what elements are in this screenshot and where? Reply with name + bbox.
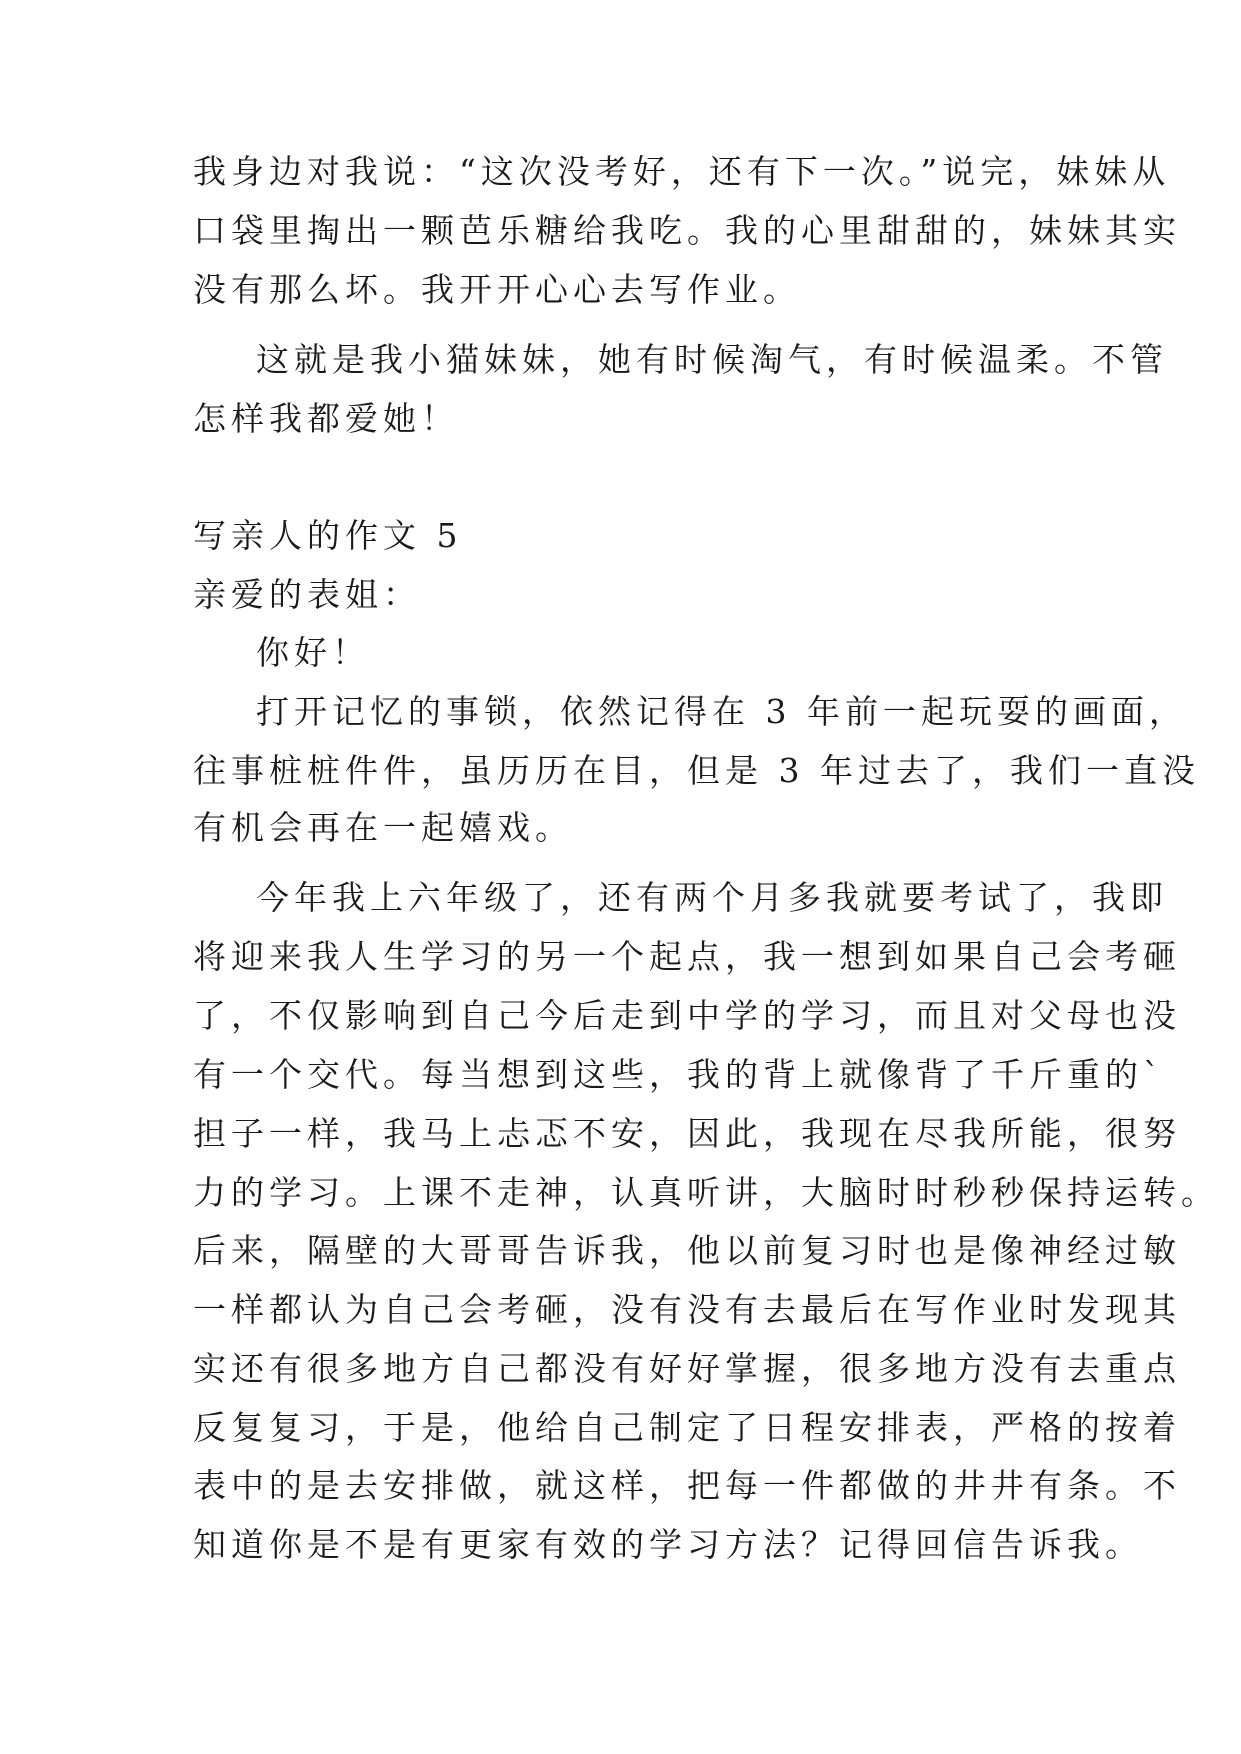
- text-line: 反复复习，于是，他给自己制定了日程安排表，严格的按着: [193, 1408, 1181, 1447]
- letter-salutation: 亲爱的表姐：: [193, 575, 421, 614]
- text-line: 怎样我都爱她！: [193, 399, 459, 438]
- text-line: 担子一样，我马上忐忑不安，因此，我现在尽我所能，很努: [193, 1114, 1181, 1153]
- text-line: 一样都认为自己会考砸，没有没有去最后在写作业时发现其: [193, 1290, 1181, 1329]
- text-line: 表中的是去安排做，就这样，把每一件都做的井井有条。不: [193, 1466, 1181, 1505]
- text-line: 有一个交代。每当想到这些，我的背上就像背了千斤重的`: [193, 1055, 1165, 1094]
- text-line: 我身边对我说：“这次没考好，还有下一次。”说完，妹妹从: [193, 152, 1171, 191]
- text-line: 有机会再在一起嬉戏。: [193, 808, 573, 847]
- text-line: 力的学习。上课不走神，认真听讲，大脑时时秒秒保持运转。: [193, 1173, 1219, 1212]
- text-line: 今年我上六年级了，还有两个月多我就要考试了，我即: [256, 878, 1168, 917]
- text-line: 口袋里掏出一颗芭乐糖给我吃。我的心里甜甜的，妹妹其实: [193, 211, 1181, 250]
- text-line: 了，不仅影响到自己今后走到中学的学习，而且对父母也没: [193, 996, 1181, 1035]
- text-line: 这就是我小猫妹妹，她有时候淘气，有时候温柔。不管: [256, 340, 1168, 379]
- text-line: 往事桩桩件件，虽历历在目，但是 3 年过去了，我们一直没: [193, 751, 1200, 790]
- text-line: 后来，隔壁的大哥哥告诉我，他以前复习时也是像神经过敏: [193, 1231, 1181, 1270]
- section-heading: 写亲人的作文 5: [193, 516, 463, 555]
- text-line: 实还有很多地方自己都没有好好掌握，很多地方没有去重点: [193, 1349, 1181, 1388]
- text-line: 打开记忆的事锁，依然记得在 3 年前一起玩耍的画面，: [256, 692, 1187, 731]
- letter-greeting: 你好！: [256, 633, 370, 672]
- text-line: 知道你是不是有更家有效的学习方法？记得回信告诉我。: [193, 1525, 1143, 1564]
- text-line: 没有那么坏。我开开心心去写作业。: [193, 270, 801, 309]
- text-line: 将迎来我人生学习的另一个起点，我一想到如果自己会考砸: [193, 937, 1181, 976]
